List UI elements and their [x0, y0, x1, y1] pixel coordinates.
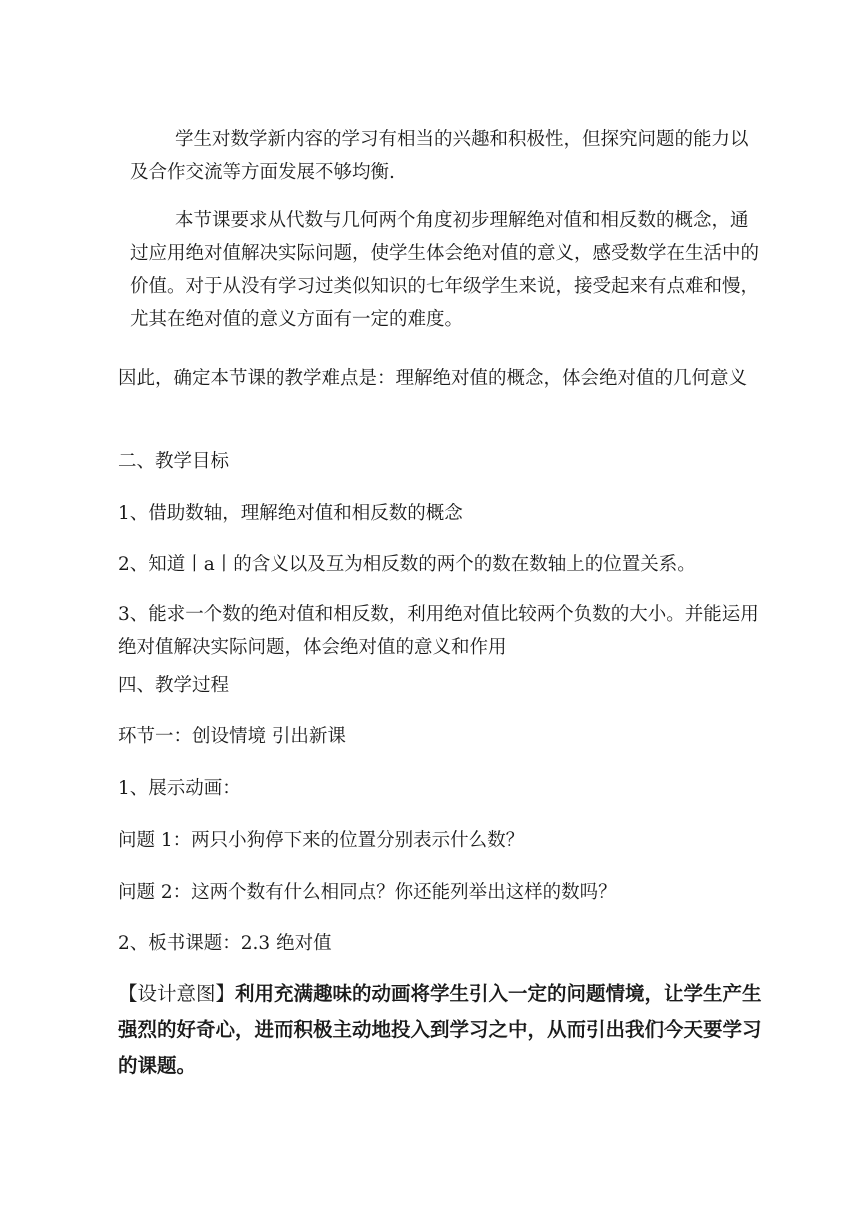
design-intent-paragraph	[118, 976, 778, 1084]
goal-item-3: 3、能求一个数的绝对值和相反数，利用绝对值比较两个负数的大小。并能运用绝对值解决实际问题，体会绝对值的意义和作用	[118, 604, 759, 658]
question-1: 问题 1：两只小狗停下来的位置分别表示什么数？	[118, 830, 525, 851]
stage-one-heading: 环节一：创设情境 引出新课	[118, 726, 346, 747]
goal-item-1: 1、借助数轴，理解绝对值和相反数的概念	[118, 503, 463, 524]
step-board-title: 2、板书课题：2.3 绝对值	[118, 933, 332, 954]
step-show-animation: 1、展示动画：	[118, 778, 241, 799]
question-2: 问题 2：这两个数有什么相同点？你还能列举出这样的数吗？	[118, 882, 617, 903]
paragraph-difficulty: 因此，确定本节课的教学难点是：理解绝对值的概念，体会绝对值的几何意义	[118, 368, 748, 389]
heading-teaching-process: 四、教学过程	[118, 675, 230, 696]
design-intent-label: 【设计意图】	[118, 982, 236, 1005]
paragraph-lesson-requirements: 本节课要求从代数与几何两个角度初步理解绝对值和相反数的概念，通过应用绝对值解决实际问题，使学生体会绝对值的意义，感受数学在生活中的价值。对于从没有学习过类似知识的七年级学生来说，接受起来有点难和慢，尤其在绝对值的意义方面有一定的难度。	[130, 210, 760, 330]
heading-teaching-goals: 二、教学目标	[118, 451, 230, 472]
goal-item-2: 2、知道丨a丨的含义以及互为相反数的两个的数在数轴上的位置关系。	[118, 554, 696, 575]
design-intent-text: 利用充满趣味的动画将学生引入一定的问题情境，让学生产生强烈的好奇心，进而积极主动地投入到学习之中，从而引出我们今天要学习的课题。	[118, 982, 762, 1077]
paragraph-student-interest: 学生对数学新内容的学习有相当的兴趣和积极性，但探究问题的能力以及合作交流等方面发展不够均衡.	[130, 129, 749, 183]
